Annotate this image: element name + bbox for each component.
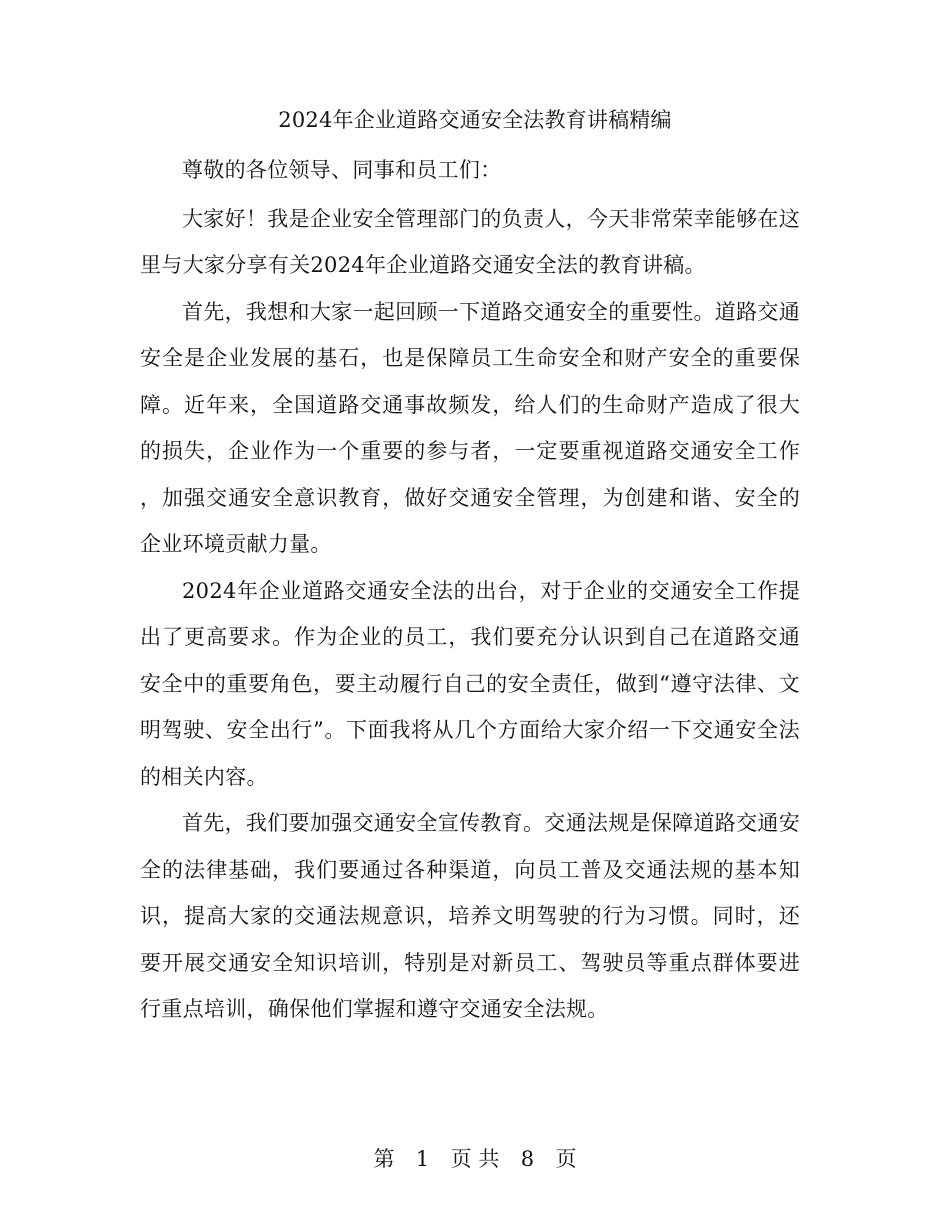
footer-page-number: 1 — [415, 1147, 430, 1171]
paragraph-importance: 首先，我想和大家一起回顾一下道路交通安全的重要性。道路交通安全是企业发展的基石，也是保障员工生命安全和财产安全的重要保障。近年来，全国道路交通事故频发，给人们的生命财产造成了很大的损失，企业作为一个重要的参与者，一定要重视道路交通安全工作，加强交通安全意识教育，做好交通安全管理，为创建和谐、安全的企业环境贡献力量。 — [140, 299, 800, 556]
paragraph-education: 首先，我们要加强交通安全宣传教育。交通法规是保障道路交通安全的法律基础，我们要通过各种渠道，向员工普及交通法规的基本知识，提高大家的交通法规意识，培养文明驾驶的行为习惯。同时，还要开展交通安全知识培训，特别是对新员工、驾驶员等重点群体要进行重点培训，确保他们掌握和遵守交通安全法规。 — [140, 811, 800, 1021]
footer-page-mid: 页 共 — [450, 1147, 500, 1171]
paragraph-greeting: 大家好！我是企业安全管理部门的负责人，今天非常荣幸能够在这里与大家分享有关2024年企业道路交通安全法的教育讲稿。 — [140, 206, 800, 277]
document-body — [140, 147, 800, 1033]
footer-total-pages: 8 — [520, 1147, 535, 1171]
footer-page-suffix: 页 — [555, 1147, 577, 1171]
paragraph-new-law: 2024年企业道路交通安全法的出台，对于企业的交通安全工作提出了更高要求。作为企业的员工，我们要充分认识到自己在道路交通安全中的重要角色，要主动履行自己的安全责任，做到“遵守法律、文明驾驶、安全出行”。下面我将从几个方面给大家介绍一下交通安全法的相关内容。 — [140, 578, 800, 789]
page-footer — [0, 1144, 950, 1174]
footer-page-prefix: 第 — [373, 1147, 395, 1171]
paragraph-salutation: 尊敬的各位领导、同事和员工们： — [182, 158, 502, 182]
document-title: 2024年企业道路交通安全法教育讲稿精编 — [278, 108, 672, 132]
